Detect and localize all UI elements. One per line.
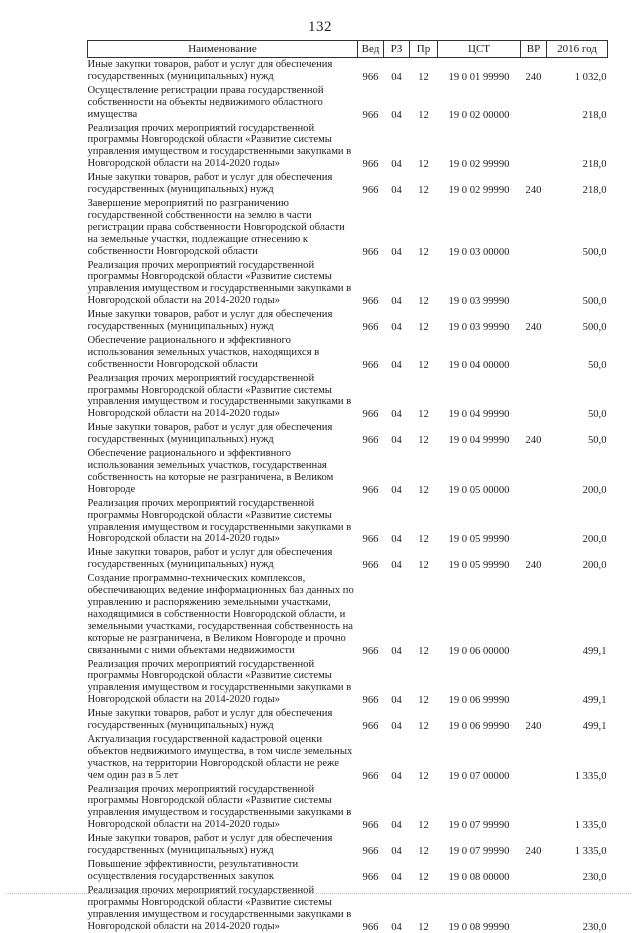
row-pr: 12 [410, 197, 438, 259]
row-pr: 12 [410, 421, 438, 447]
row-amount: 218,0 [547, 171, 608, 197]
row-name: Иные закупки товаров, работ и услуг для обеспечения государственных (муниципальных) нужд [88, 58, 358, 84]
row-ved: 966 [358, 122, 384, 172]
row-rz: 04 [384, 733, 410, 783]
row-amount: 200,0 [547, 447, 608, 497]
header-year: 2016 год [547, 41, 608, 58]
row-cst: 19 0 06 00000 [438, 572, 521, 657]
row-vr: 240 [521, 171, 547, 197]
table-row [88, 572, 608, 657]
row-rz: 04 [384, 421, 410, 447]
row-vr: 240 [521, 707, 547, 733]
row-pr: 12 [410, 171, 438, 197]
row-ved: 966 [358, 171, 384, 197]
row-vr [521, 658, 547, 708]
page-number: 132 [0, 19, 640, 36]
row-amount: 230,0 [547, 884, 608, 933]
row-cst: 19 0 02 99990 [438, 171, 521, 197]
row-name: Реализация прочих мероприятий государственной программы Новгородской области «Развитие системы управления имуществом и государственными закупками в Новгородской области на 2014-2020 годы» [88, 122, 358, 172]
row-amount: 500,0 [547, 197, 608, 259]
row-ved: 966 [358, 658, 384, 708]
table-row [88, 497, 608, 547]
row-rz: 04 [384, 707, 410, 733]
row-amount: 1 335,0 [547, 783, 608, 833]
row-amount: 499,1 [547, 572, 608, 657]
row-name: Иные закупки товаров, работ и услуг для обеспечения государственных (муниципальных) нужд [88, 171, 358, 197]
table-body [88, 58, 608, 933]
row-pr: 12 [410, 122, 438, 172]
budget-table [87, 40, 608, 933]
row-rz: 04 [384, 84, 410, 122]
row-rz: 04 [384, 832, 410, 858]
row-name: Актуализация государственной кадастровой оценки объектов недвижимого имущества, в том числе земельных участков, на территории Новгородской области не реже чем один раз в 5 лет [88, 733, 358, 783]
row-cst: 19 0 08 99990 [438, 884, 521, 933]
row-vr [521, 259, 547, 309]
table-row [88, 259, 608, 309]
row-name: Создание программно-технических комплексов, обеспечивающих ведение информационных баз данных по управлению и распоряжению земельными участками, находящимися в собственности Новгородской области, и земельными участками, государственная собственность на которые не разграничена, в Великом Новгороде и прочно связанными с ними объектами недвижимости [88, 572, 358, 657]
row-ved: 966 [358, 308, 384, 334]
row-rz: 04 [384, 308, 410, 334]
row-name: Иные закупки товаров, работ и услуг для обеспечения государственных (муниципальных) нужд [88, 707, 358, 733]
row-pr: 12 [410, 884, 438, 933]
row-cst: 19 0 02 99990 [438, 122, 521, 172]
row-ved: 966 [358, 497, 384, 547]
row-vr [521, 372, 547, 422]
row-amount: 1 335,0 [547, 733, 608, 783]
row-amount: 218,0 [547, 84, 608, 122]
row-rz: 04 [384, 447, 410, 497]
row-ved: 966 [358, 858, 384, 884]
row-name: Завершение мероприятий по разграничению государственной собственности на землю в части регистрации права собственности Новгородской области на земельные участки, подлежащие отнесению к собственности Новгородской области [88, 197, 358, 259]
row-amount: 200,0 [547, 546, 608, 572]
row-rz: 04 [384, 259, 410, 309]
table-row [88, 372, 608, 422]
row-cst: 19 0 04 00000 [438, 334, 521, 372]
row-ved: 966 [358, 84, 384, 122]
row-name: Реализация прочих мероприятий государственной программы Новгородской области «Развитие системы управления имуществом и государственными закупками в Новгородской области на 2014-2020 годы» [88, 259, 358, 309]
row-cst: 19 0 06 99990 [438, 707, 521, 733]
row-amount: 1 032,0 [547, 58, 608, 84]
table-row [88, 658, 608, 708]
row-amount: 500,0 [547, 259, 608, 309]
row-rz: 04 [384, 372, 410, 422]
row-vr [521, 447, 547, 497]
table-row [88, 858, 608, 884]
header-pr: Пр [410, 41, 438, 58]
row-amount: 1 335,0 [547, 832, 608, 858]
row-ved: 966 [358, 447, 384, 497]
table-row [88, 421, 608, 447]
row-cst: 19 0 05 99990 [438, 546, 521, 572]
row-vr [521, 197, 547, 259]
row-vr [521, 572, 547, 657]
row-vr [521, 122, 547, 172]
row-name: Повышение эффективности, результативности осуществления государственных закупок [88, 858, 358, 884]
row-vr: 240 [521, 308, 547, 334]
row-name: Иные закупки товаров, работ и услуг для обеспечения государственных (муниципальных) нужд [88, 421, 358, 447]
row-name: Обеспечение рационального и эффективного использования земельных участков, государственная собственность на которые не разграничена, в Великом Новгороде [88, 447, 358, 497]
row-ved: 966 [358, 421, 384, 447]
table-row [88, 197, 608, 259]
row-vr [521, 783, 547, 833]
row-ved: 966 [358, 334, 384, 372]
row-pr: 12 [410, 707, 438, 733]
row-ved: 966 [358, 546, 384, 572]
row-vr [521, 497, 547, 547]
row-pr: 12 [410, 658, 438, 708]
row-vr: 240 [521, 832, 547, 858]
row-pr: 12 [410, 259, 438, 309]
scan-edge-noise [6, 893, 631, 894]
table-header-row [88, 41, 608, 58]
row-pr: 12 [410, 783, 438, 833]
table-row [88, 707, 608, 733]
row-rz: 04 [384, 171, 410, 197]
row-amount: 499,1 [547, 658, 608, 708]
row-amount: 499,1 [547, 707, 608, 733]
header-ved: Вед [358, 41, 384, 58]
row-rz: 04 [384, 58, 410, 84]
row-cst: 19 0 03 99990 [438, 259, 521, 309]
row-rz: 04 [384, 783, 410, 833]
row-amount: 200,0 [547, 497, 608, 547]
row-name: Реализация прочих мероприятий государственной программы Новгородской области «Развитие системы управления имуществом и государственными закупками в Новгородской области на 2014-2020 годы» [88, 884, 358, 933]
row-cst: 19 0 04 99990 [438, 372, 521, 422]
header-rz: РЗ [384, 41, 410, 58]
row-ved: 966 [358, 707, 384, 733]
row-cst: 19 0 07 99990 [438, 832, 521, 858]
row-ved: 966 [358, 58, 384, 84]
row-amount: 218,0 [547, 122, 608, 172]
row-pr: 12 [410, 832, 438, 858]
row-cst: 19 0 08 00000 [438, 858, 521, 884]
header-vr: ВР [521, 41, 547, 58]
row-ved: 966 [358, 733, 384, 783]
row-vr [521, 884, 547, 933]
row-rz: 04 [384, 884, 410, 933]
table-row [88, 84, 608, 122]
row-name: Иные закупки товаров, работ и услуг для обеспечения государственных (муниципальных) нужд [88, 832, 358, 858]
table-row [88, 122, 608, 172]
row-ved: 966 [358, 783, 384, 833]
row-rz: 04 [384, 497, 410, 547]
row-vr [521, 733, 547, 783]
row-pr: 12 [410, 572, 438, 657]
row-rz: 04 [384, 658, 410, 708]
row-ved: 966 [358, 259, 384, 309]
row-name: Реализация прочих мероприятий государственной программы Новгородской области «Развитие системы управления имуществом и государственными закупками в Новгородской области на 2014-2020 годы» [88, 658, 358, 708]
row-vr: 240 [521, 58, 547, 84]
row-vr [521, 84, 547, 122]
row-cst: 19 0 07 00000 [438, 733, 521, 783]
row-pr: 12 [410, 372, 438, 422]
row-rz: 04 [384, 546, 410, 572]
row-name: Реализация прочих мероприятий государственной программы Новгородской области «Развитие системы управления имуществом и государственными закупками в Новгородской области на 2014-2020 годы» [88, 372, 358, 422]
row-vr [521, 334, 547, 372]
row-name: Осуществление регистрации права государственной собственности на объекты недвижимого областного имущества [88, 84, 358, 122]
row-amount: 50,0 [547, 421, 608, 447]
row-pr: 12 [410, 497, 438, 547]
table-row [88, 832, 608, 858]
row-cst: 19 0 03 00000 [438, 197, 521, 259]
row-vr: 240 [521, 421, 547, 447]
row-name: Реализация прочих мероприятий государственной программы Новгородской области «Развитие системы управления имуществом и государственными закупками в Новгородской области на 2014-2020 годы» [88, 783, 358, 833]
row-name: Реализация прочих мероприятий государственной программы Новгородской области «Развитие системы управления имуществом и государственными закупками в Новгородской области на 2014-2020 годы» [88, 497, 358, 547]
row-cst: 19 0 05 99990 [438, 497, 521, 547]
row-pr: 12 [410, 308, 438, 334]
table-row [88, 58, 608, 84]
row-rz: 04 [384, 334, 410, 372]
row-ved: 966 [358, 832, 384, 858]
row-name: Иные закупки товаров, работ и услуг для обеспечения государственных (муниципальных) нужд [88, 308, 358, 334]
row-pr: 12 [410, 84, 438, 122]
table-row [88, 733, 608, 783]
table-row [88, 884, 608, 933]
row-cst: 19 0 07 99990 [438, 783, 521, 833]
table-row [88, 546, 608, 572]
row-cst: 19 0 05 00000 [438, 447, 521, 497]
row-ved: 966 [358, 572, 384, 657]
header-name: Наименование [88, 41, 358, 58]
row-vr [521, 858, 547, 884]
table-row [88, 334, 608, 372]
row-ved: 966 [358, 372, 384, 422]
row-pr: 12 [410, 546, 438, 572]
row-pr: 12 [410, 334, 438, 372]
row-pr: 12 [410, 733, 438, 783]
row-cst: 19 0 01 99990 [438, 58, 521, 84]
row-name: Обеспечение рационального и эффективного использования земельных участков, находящихся в собственности Новгородской области [88, 334, 358, 372]
table-row [88, 308, 608, 334]
row-pr: 12 [410, 447, 438, 497]
row-cst: 19 0 03 99990 [438, 308, 521, 334]
row-cst: 19 0 02 00000 [438, 84, 521, 122]
header-cst: ЦСТ [438, 41, 521, 58]
row-cst: 19 0 04 99990 [438, 421, 521, 447]
table-row [88, 171, 608, 197]
row-cst: 19 0 06 99990 [438, 658, 521, 708]
row-vr: 240 [521, 546, 547, 572]
row-rz: 04 [384, 122, 410, 172]
row-name: Иные закупки товаров, работ и услуг для обеспечения государственных (муниципальных) нужд [88, 546, 358, 572]
row-amount: 230,0 [547, 858, 608, 884]
row-amount: 500,0 [547, 308, 608, 334]
row-rz: 04 [384, 572, 410, 657]
row-pr: 12 [410, 58, 438, 84]
row-rz: 04 [384, 197, 410, 259]
row-amount: 50,0 [547, 334, 608, 372]
table-row [88, 783, 608, 833]
table-row [88, 447, 608, 497]
row-rz: 04 [384, 858, 410, 884]
row-amount: 50,0 [547, 372, 608, 422]
row-ved: 966 [358, 197, 384, 259]
row-pr: 12 [410, 858, 438, 884]
row-ved: 966 [358, 884, 384, 933]
